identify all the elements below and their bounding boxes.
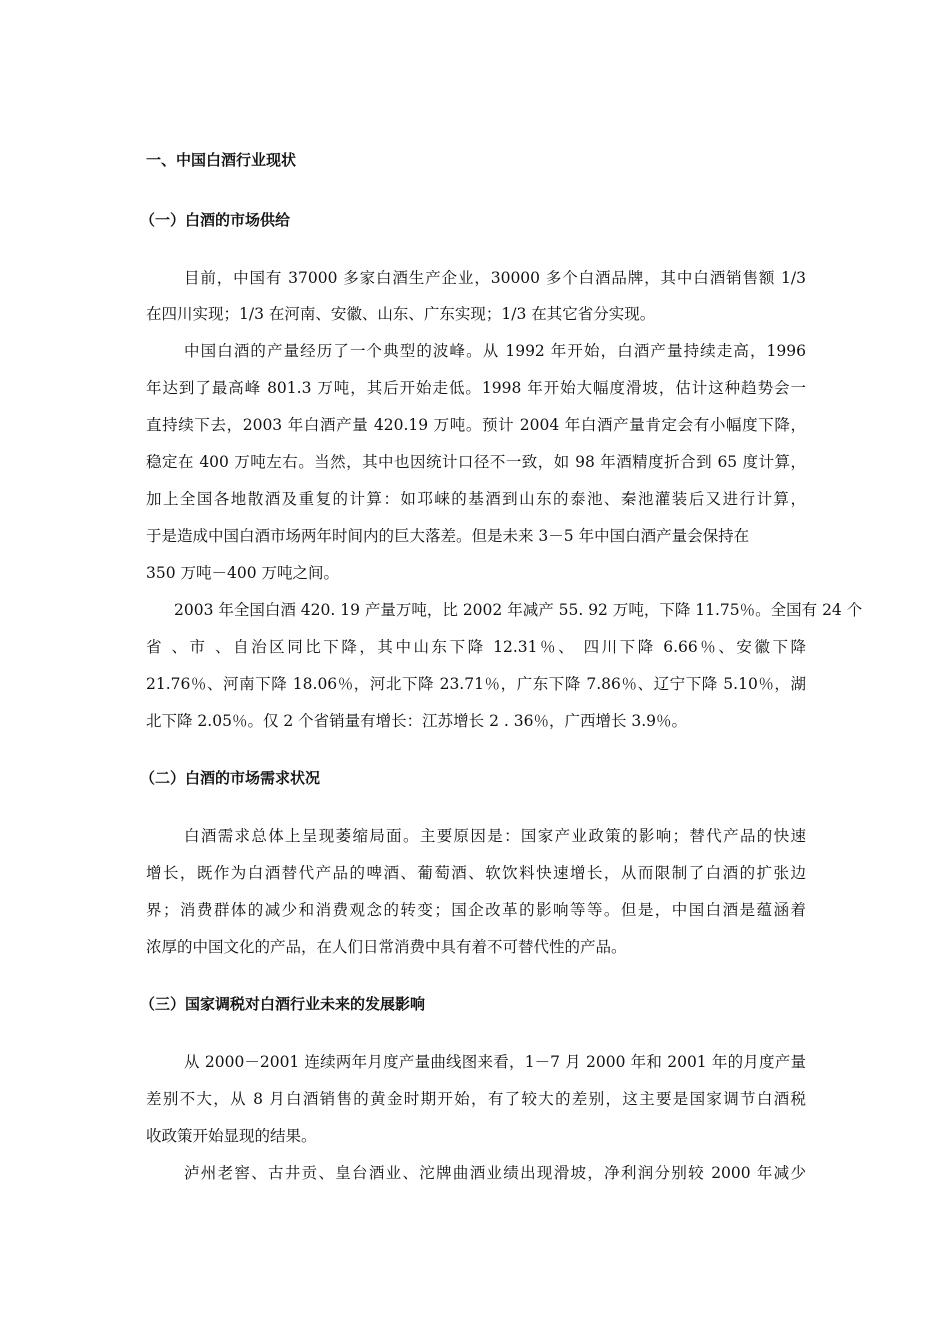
paragraph-line: 增长，既作为白酒替代产品的啤酒、葡萄酒、软饮料快速增长，从而限制了白酒的扩张边 xyxy=(146,864,806,882)
section-1-title: （一）白酒的市场供给 xyxy=(140,211,291,229)
paragraph-line: 界；消费群体的减少和消费观念的转变；国企改革的影响等等。但是，中国白酒是蕴涵着 xyxy=(146,901,806,919)
paragraph-line: 直持续下去，2003 年白酒产量 420.19 万吨。预计 2004 年白酒产量肯定会有小幅度下降， xyxy=(146,416,806,434)
paragraph-line: 稳定在 400 万吨左右。当然，其中也因统计口径不一致，如 98 年酒精度折合到 65 度计算， xyxy=(146,453,806,471)
section-2-title: （二）白酒的市场需求状况 xyxy=(140,769,321,787)
paragraph-line: 浓厚的中国文化的产品，在人们日常消费中具有着不可替代性的产品。 xyxy=(146,938,627,956)
paragraph-line: 2003 年全国白酒 420. 19 产量万吨，比 2002 年减产 55. 92 万吨，下降 11.75％。全国有 24 个 xyxy=(174,601,863,619)
paragraph-line: 白酒需求总体上呈现萎缩局面。主要原因是：国家产业政策的影响；替代产品的快速 xyxy=(184,827,806,845)
paragraph-line: 加上全国各地散酒及重复的计算：如邛崃的基酒到山东的泰池、秦池灌装后又进行计算， xyxy=(146,490,806,508)
paragraph-line: 350 万吨－400 万吨之间。 xyxy=(146,564,340,582)
paragraph-line: 北下降 2.05％。仅 2 个省销量有增长：江苏增长 2 . 36％，广西增长 3.9％。 xyxy=(146,712,688,730)
paragraph-line: 从 2000－2001 连续两年月度产量曲线图来看，1－7 月 2000 年和 2001 年的月度产量 xyxy=(184,1053,806,1071)
paragraph-line: 泸州老窖、古井贡、皇台酒业、沱牌曲酒业绩出现滑坡，净利润分别较 2000 年减少 xyxy=(184,1164,806,1182)
main-heading: 一、中国白酒行业现状 xyxy=(146,151,297,169)
paragraph-line: 中国白酒的产量经历了一个典型的波峰。从 1992 年开始，白酒产量持续走高，1996 xyxy=(184,342,806,360)
paragraph-line: 在四川实现；1/3 在河南、安徽、山东、广东实现；1/3 在其它省分实现。 xyxy=(146,305,656,323)
paragraph-line: 年达到了最高峰 801.3 万吨，其后开始走低。1998 年开始大幅度滑坡，估计这种趋势会一 xyxy=(146,379,806,397)
paragraph-line: 省 、市 、自治区同比下降，其中山东下降 12.31％、 四川下降 6.66％、安徽下降 xyxy=(146,638,806,656)
paragraph-line: 差别不大，从 8 月白酒销售的黄金时期开始，有了较大的差别，这主要是国家调节白酒税 xyxy=(146,1090,806,1108)
paragraph-line: 于是造成中国白酒市场两年时间内的巨大落差。但是未来 3－5 年中国白酒产量会保持在 xyxy=(146,527,750,545)
paragraph-line: 21.76％、河南下降 18.06％，河北下降 23.71％，广东下降 7.86％、辽宁下降 5.10％，湖 xyxy=(146,675,806,693)
section-3-title: （三）国家调税对白酒行业未来的发展影响 xyxy=(140,995,426,1013)
paragraph-line: 目前，中国有 37000 多家白酒生产企业，30000 多个白酒品牌，其中白酒销售额 1/3 xyxy=(184,269,806,287)
paragraph-line: 收政策开始显现的结果。 xyxy=(146,1127,317,1145)
